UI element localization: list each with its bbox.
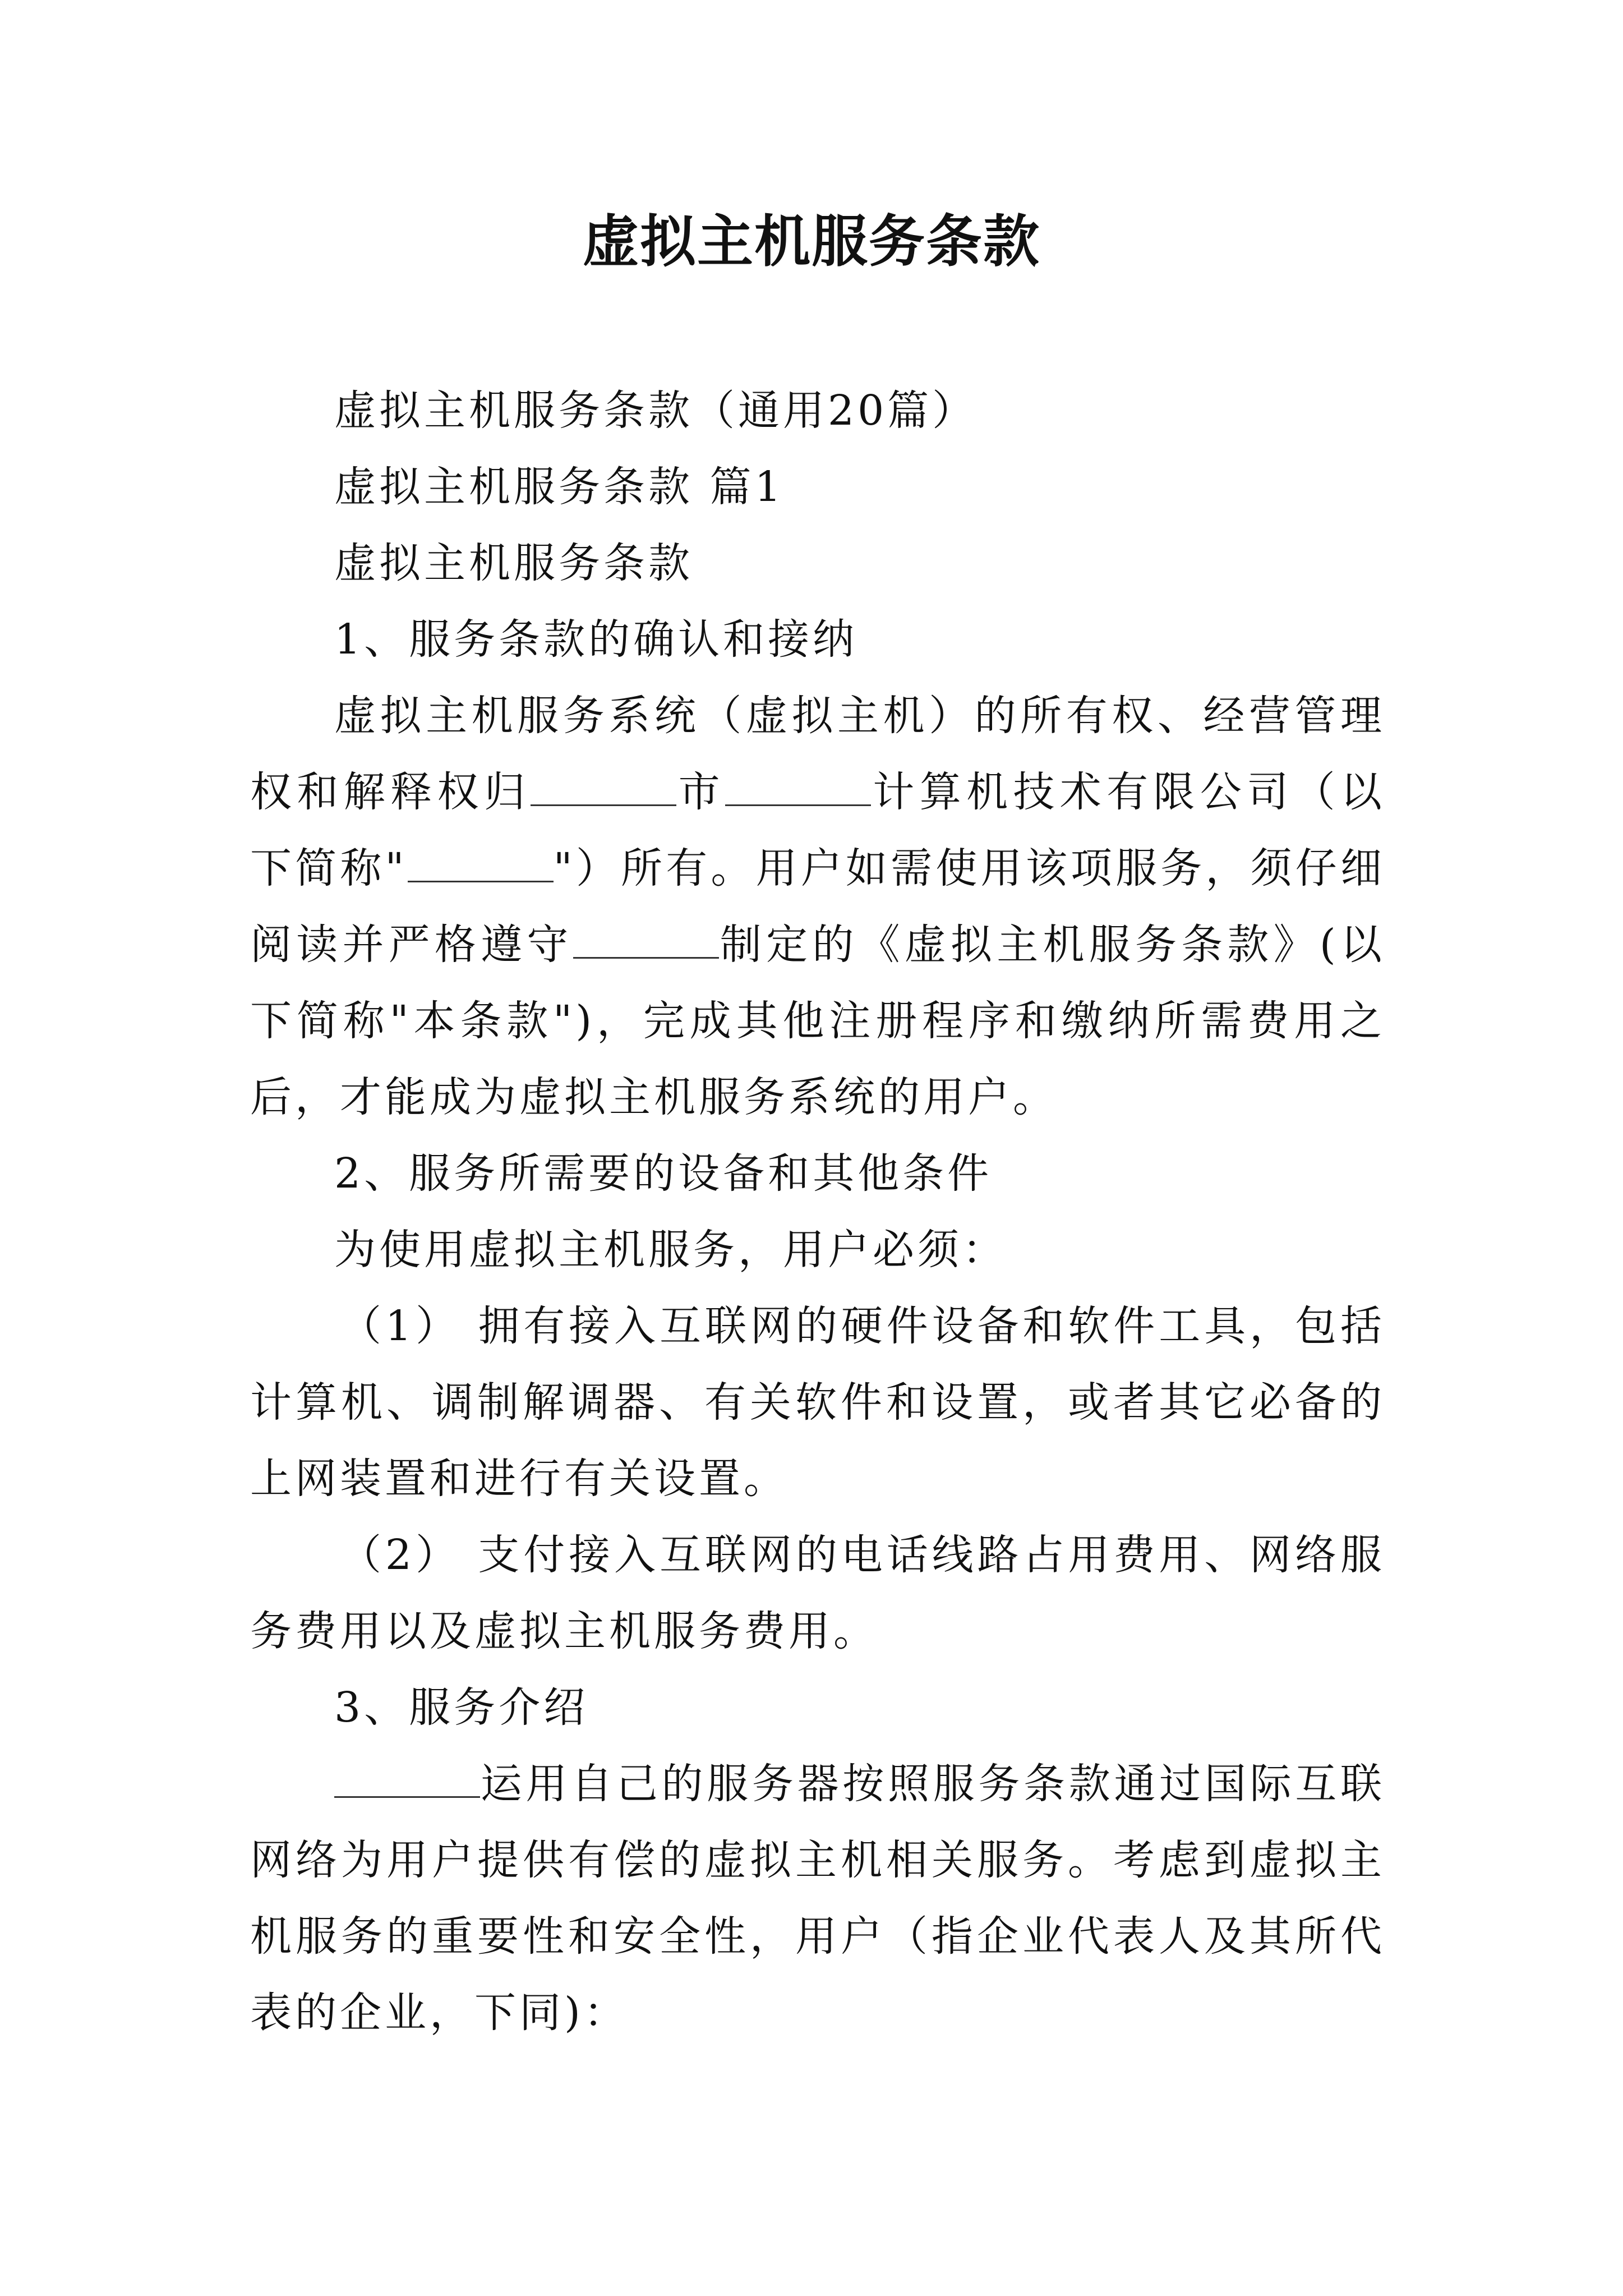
section-heading-3: 3、服务介绍 — [334, 1683, 589, 1732]
section-heading-1: 1、服务条款的确认和接纳 — [334, 615, 858, 664]
list-item-2: （2） 支付接入互联网的电话线路占用费用、网络服务费用以及虚拟主机服务费用。 — [250, 1531, 1385, 1655]
document-title: 虚拟主机服务条款 — [583, 208, 1040, 274]
paragraph-text: 制定的《虚拟主机服务条款》(以下简称"本条款")，完成其他注册程序和缴纳所需费用之后，才能成为虚拟主机服务系统的用户。 — [250, 921, 1386, 1121]
blank-underline — [725, 763, 871, 806]
paragraph-text: 市 — [676, 768, 725, 816]
list-item-1: （1） 拥有接入互联网的硬件设备和软件工具，包括计算机、调制解调器、有关软件和设置，或者其它必备的上网装置和进行有关设置。 — [250, 1302, 1385, 1503]
blank-underline — [408, 839, 554, 882]
section-heading-2: 2、服务所需要的设备和其他条件 — [334, 1149, 993, 1198]
blank-underline — [334, 1755, 480, 1798]
paragraph-requirements-intro: 为使用虚拟主机服务，用户必须： — [334, 1226, 1007, 1274]
paragraph-heading-part: 虚拟主机服务条款 篇1 — [334, 463, 785, 511]
paragraph-heading-collection: 虚拟主机服务条款（通用20篇） — [334, 386, 978, 435]
paragraph-heading-sub: 虚拟主机服务条款 — [334, 539, 693, 587]
blank-underline — [573, 915, 719, 959]
blank-underline — [531, 763, 676, 806]
paragraph-text: 计算机技术有限公司（以下简称" — [250, 768, 1386, 892]
paragraph-text: 虚拟主机服务系统（虚拟主机）的所有权、经营管理权和解释权归 — [250, 692, 1385, 816]
document-body — [250, 372, 1385, 2051]
paragraph-ownership — [250, 678, 1385, 1135]
paragraph-text: 运用自己的服务器按照服务条款通过国际互联网络为用户提供有偿的虚拟主机相关服务。考虑到虚拟主机服务的重要性和安全性，用户（指企业代表人及其所代表的企业，下同)： — [250, 1760, 1385, 2037]
paragraph-service-intro — [250, 1746, 1385, 2051]
paragraph-text: "）所有。用户如需使用该项服务，须仔细阅读并严格遵守 — [250, 844, 1385, 969]
